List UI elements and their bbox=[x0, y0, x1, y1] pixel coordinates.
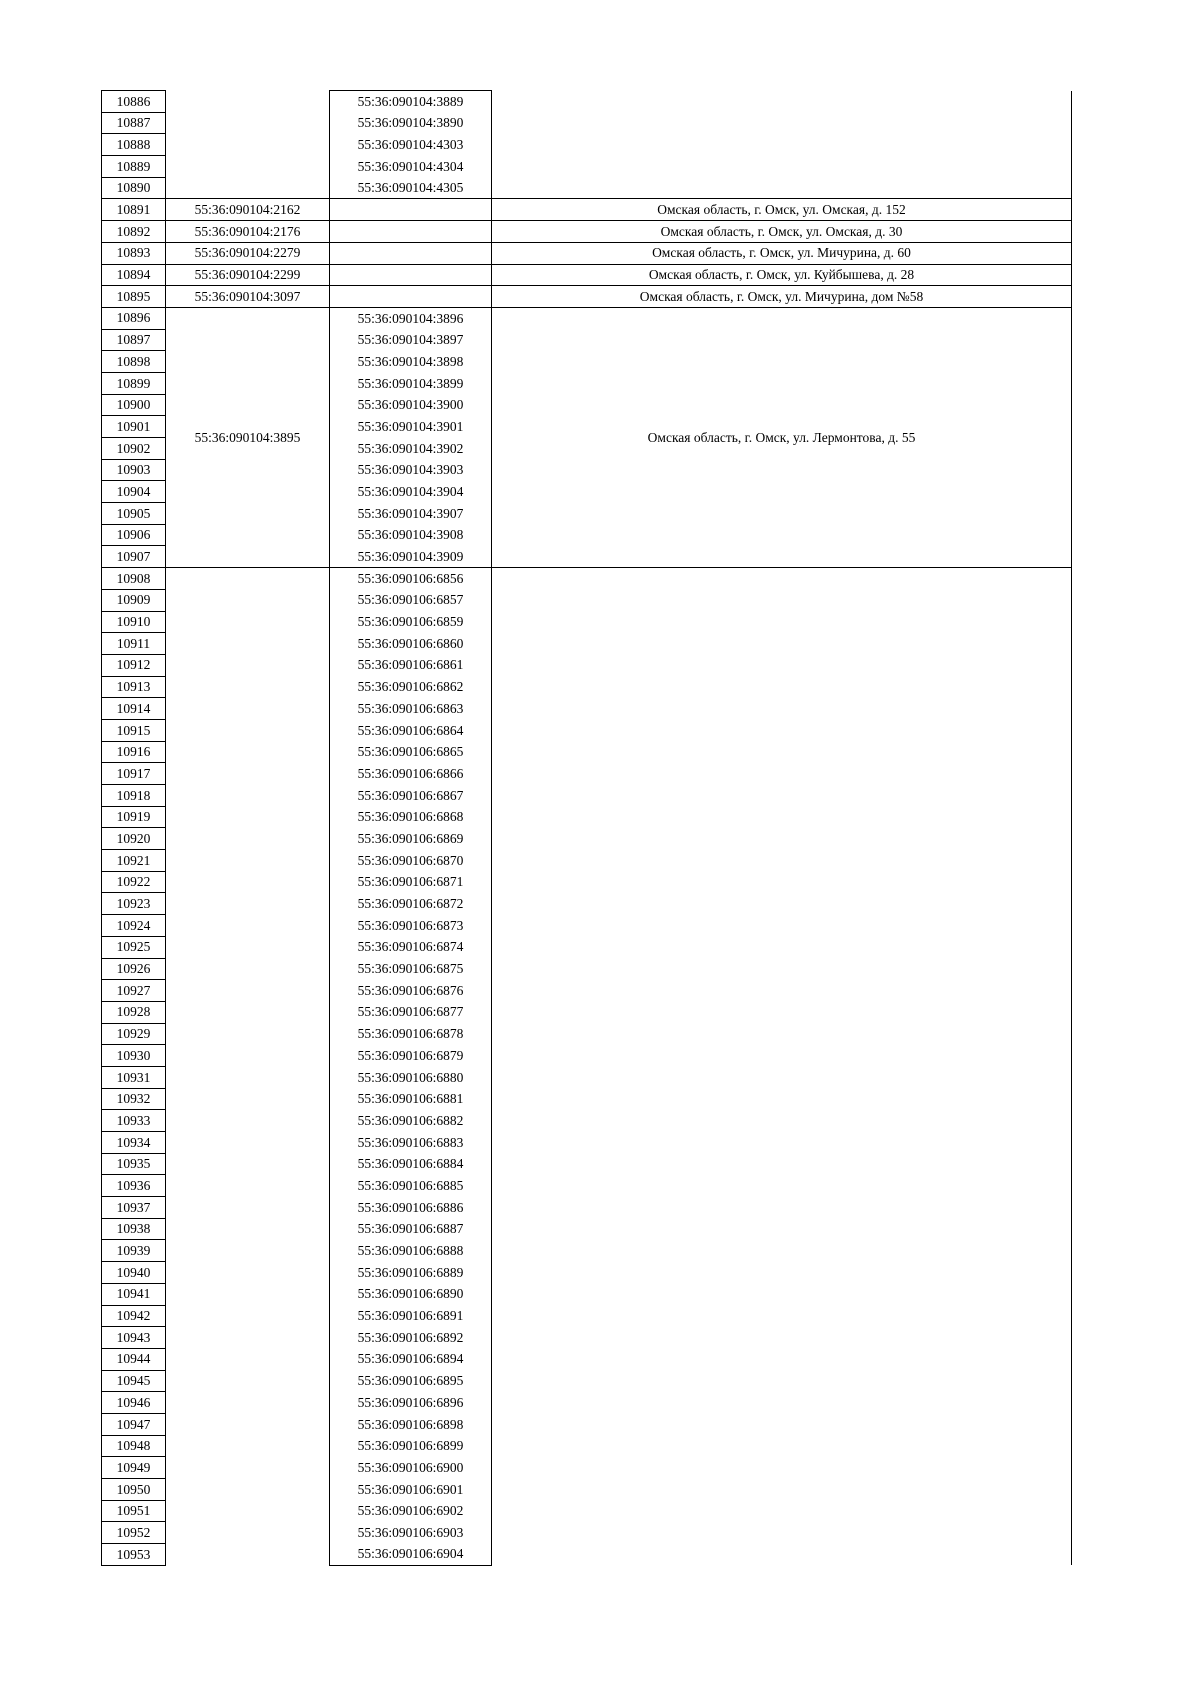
cadastral-number-cell: 55:36:090106:6875 bbox=[330, 958, 492, 980]
address-cell bbox=[492, 568, 1072, 1566]
row-number-cell: 10912 bbox=[102, 654, 166, 676]
cadastral-number-cell: 55:36:090104:3901 bbox=[330, 416, 492, 438]
address-cell bbox=[492, 91, 1072, 199]
registry-table bbox=[101, 90, 1072, 1566]
row-number-cell: 10937 bbox=[102, 1197, 166, 1219]
cadastral-number-cell: 55:36:090106:6861 bbox=[330, 654, 492, 676]
cadastral-number-cell: 55:36:090106:6903 bbox=[330, 1522, 492, 1544]
row-number-cell: 10944 bbox=[102, 1348, 166, 1370]
cadastral-number-cell: 55:36:090106:6881 bbox=[330, 1088, 492, 1110]
row-number-cell: 10914 bbox=[102, 698, 166, 720]
cadastral-number-cell: 55:36:090106:6865 bbox=[330, 741, 492, 763]
row-number-cell: 10943 bbox=[102, 1327, 166, 1349]
row-number-cell: 10936 bbox=[102, 1175, 166, 1197]
cadastral-number-cell: 55:36:090106:6879 bbox=[330, 1045, 492, 1067]
row-number-cell: 10905 bbox=[102, 503, 166, 525]
row-number-cell: 10915 bbox=[102, 719, 166, 741]
cadastral-number-cell: 55:36:090104:4305 bbox=[330, 177, 492, 199]
row-number-cell: 10933 bbox=[102, 1110, 166, 1132]
cadastral-number-cell: 55:36:090106:6868 bbox=[330, 806, 492, 828]
cadastral-number-cell: 55:36:090106:6884 bbox=[330, 1153, 492, 1175]
cadastral-number-cell: 55:36:090106:6871 bbox=[330, 871, 492, 893]
row-number-cell: 10916 bbox=[102, 741, 166, 763]
table-row bbox=[102, 264, 1072, 286]
row-number-cell: 10953 bbox=[102, 1544, 166, 1566]
row-number-cell: 10940 bbox=[102, 1262, 166, 1284]
row-number-cell: 10922 bbox=[102, 871, 166, 893]
cadastral-number-cell: 55:36:090106:6864 bbox=[330, 719, 492, 741]
address-cell: Омская область, г. Омск, ул. Омская, д. 152 bbox=[492, 199, 1072, 221]
row-number-cell: 10952 bbox=[102, 1522, 166, 1544]
row-number-cell: 10887 bbox=[102, 112, 166, 134]
row-number-cell: 10929 bbox=[102, 1023, 166, 1045]
row-number-cell: 10900 bbox=[102, 394, 166, 416]
row-number-cell: 10935 bbox=[102, 1153, 166, 1175]
cadastral-number-cell: 55:36:090106:6895 bbox=[330, 1370, 492, 1392]
cadastral-number-cell: 55:36:090104:3909 bbox=[330, 546, 492, 568]
table-row bbox=[102, 91, 1072, 113]
cadastral-number-cell: 55:36:090106:6891 bbox=[330, 1305, 492, 1327]
cadastral-number-cell: 55:36:090106:6867 bbox=[330, 785, 492, 807]
cadastral-number-cell: 55:36:090106:6857 bbox=[330, 589, 492, 611]
cadastral-number-cell: 55:36:090106:6874 bbox=[330, 936, 492, 958]
row-number-cell: 10907 bbox=[102, 546, 166, 568]
row-number-cell: 10902 bbox=[102, 438, 166, 460]
address-cell: Омская область, г. Омск, ул. Омская, д. 30 bbox=[492, 221, 1072, 243]
cadastral-number-cell: 55:36:090106:6892 bbox=[330, 1327, 492, 1349]
cadastral-number-cell: 55:36:090106:6866 bbox=[330, 763, 492, 785]
cadastral-number-cell: 55:36:090106:6883 bbox=[330, 1132, 492, 1154]
cadastral-number-cell: 55:36:090106:6860 bbox=[330, 633, 492, 655]
row-number-cell: 10941 bbox=[102, 1283, 166, 1305]
row-number-cell: 10896 bbox=[102, 307, 166, 329]
cadastral-number-cell: 55:36:090106:6878 bbox=[330, 1023, 492, 1045]
parent-cadastral-number-cell bbox=[166, 91, 330, 199]
cadastral-number-cell: 55:36:090106:6899 bbox=[330, 1435, 492, 1457]
table-row bbox=[102, 199, 1072, 221]
row-number-cell: 10892 bbox=[102, 221, 166, 243]
row-number-cell: 10949 bbox=[102, 1457, 166, 1479]
cadastral-number-cell: 55:36:090106:6863 bbox=[330, 698, 492, 720]
row-number-cell: 10888 bbox=[102, 134, 166, 156]
cadastral-number-cell: 55:36:090106:6870 bbox=[330, 850, 492, 872]
row-number-cell: 10945 bbox=[102, 1370, 166, 1392]
row-number-cell: 10938 bbox=[102, 1218, 166, 1240]
parent-cadastral-number-cell: 55:36:090104:2176 bbox=[166, 221, 330, 243]
table-row bbox=[102, 242, 1072, 264]
row-number-cell: 10903 bbox=[102, 459, 166, 481]
parent-cadastral-number-cell: 55:36:090104:2162 bbox=[166, 199, 330, 221]
parent-cadastral-number-cell: 55:36:090104:3097 bbox=[166, 286, 330, 308]
table-row bbox=[102, 307, 1072, 329]
cadastral-number-cell: 55:36:090106:6859 bbox=[330, 611, 492, 633]
row-number-cell: 10908 bbox=[102, 568, 166, 590]
row-number-cell: 10899 bbox=[102, 372, 166, 394]
cadastral-number-cell: 55:36:090106:6898 bbox=[330, 1413, 492, 1435]
cadastral-number-cell: 55:36:090106:6896 bbox=[330, 1392, 492, 1414]
registry-table-body bbox=[102, 91, 1072, 1566]
cadastral-number-cell: 55:36:090104:3890 bbox=[330, 112, 492, 134]
row-number-cell: 10891 bbox=[102, 199, 166, 221]
row-number-cell: 10906 bbox=[102, 524, 166, 546]
cadastral-number-cell: 55:36:090106:6902 bbox=[330, 1500, 492, 1522]
table-row bbox=[102, 568, 1072, 590]
cadastral-number-cell: 55:36:090104:3900 bbox=[330, 394, 492, 416]
address-cell: Омская область, г. Омск, ул. Куйбышева, д. 28 bbox=[492, 264, 1072, 286]
row-number-cell: 10910 bbox=[102, 611, 166, 633]
row-number-cell: 10931 bbox=[102, 1066, 166, 1088]
row-number-cell: 10895 bbox=[102, 286, 166, 308]
cadastral-number-cell bbox=[330, 221, 492, 243]
cadastral-number-cell: 55:36:090106:6888 bbox=[330, 1240, 492, 1262]
row-number-cell: 10925 bbox=[102, 936, 166, 958]
row-number-cell: 10901 bbox=[102, 416, 166, 438]
cadastral-number-cell: 55:36:090104:3896 bbox=[330, 307, 492, 329]
row-number-cell: 10942 bbox=[102, 1305, 166, 1327]
cadastral-number-cell: 55:36:090104:3899 bbox=[330, 372, 492, 394]
row-number-cell: 10909 bbox=[102, 589, 166, 611]
cadastral-number-cell: 55:36:090104:4303 bbox=[330, 134, 492, 156]
row-number-cell: 10897 bbox=[102, 329, 166, 351]
row-number-cell: 10889 bbox=[102, 156, 166, 178]
cadastral-number-cell: 55:36:090106:6877 bbox=[330, 1001, 492, 1023]
cadastral-number-cell: 55:36:090106:6894 bbox=[330, 1348, 492, 1370]
cadastral-number-cell: 55:36:090106:6869 bbox=[330, 828, 492, 850]
row-number-cell: 10918 bbox=[102, 785, 166, 807]
cadastral-number-cell bbox=[330, 264, 492, 286]
cadastral-number-cell: 55:36:090106:6882 bbox=[330, 1110, 492, 1132]
cadastral-number-cell: 55:36:090104:3907 bbox=[330, 503, 492, 525]
address-cell: Омская область, г. Омск, ул. Лермонтова, д. 55 bbox=[492, 307, 1072, 567]
row-number-cell: 10924 bbox=[102, 915, 166, 937]
cadastral-number-cell: 55:36:090104:3897 bbox=[330, 329, 492, 351]
cadastral-number-cell: 55:36:090106:6876 bbox=[330, 980, 492, 1002]
address-cell: Омская область, г. Омск, ул. Мичурина, дом №58 bbox=[492, 286, 1072, 308]
row-number-cell: 10947 bbox=[102, 1413, 166, 1435]
cadastral-number-cell: 55:36:090106:6900 bbox=[330, 1457, 492, 1479]
address-cell: Омская область, г. Омск, ул. Мичурина, д. 60 bbox=[492, 242, 1072, 264]
cadastral-number-cell: 55:36:090104:3904 bbox=[330, 481, 492, 503]
row-number-cell: 10898 bbox=[102, 351, 166, 373]
row-number-cell: 10919 bbox=[102, 806, 166, 828]
cadastral-number-cell: 55:36:090106:6873 bbox=[330, 915, 492, 937]
cadastral-number-cell: 55:36:090104:3903 bbox=[330, 459, 492, 481]
cadastral-number-cell: 55:36:090104:4304 bbox=[330, 156, 492, 178]
cadastral-number-cell: 55:36:090106:6856 bbox=[330, 568, 492, 590]
parent-cadastral-number-cell: 55:36:090104:2299 bbox=[166, 264, 330, 286]
parent-cadastral-number-cell bbox=[166, 568, 330, 1566]
parent-cadastral-number-cell: 55:36:090104:2279 bbox=[166, 242, 330, 264]
cadastral-number-cell: 55:36:090106:6862 bbox=[330, 676, 492, 698]
cadastral-number-cell: 55:36:090106:6872 bbox=[330, 893, 492, 915]
cadastral-number-cell bbox=[330, 199, 492, 221]
cadastral-number-cell: 55:36:090104:3902 bbox=[330, 438, 492, 460]
cadastral-number-cell: 55:36:090104:3898 bbox=[330, 351, 492, 373]
row-number-cell: 10950 bbox=[102, 1479, 166, 1501]
row-number-cell: 10890 bbox=[102, 177, 166, 199]
row-number-cell: 10932 bbox=[102, 1088, 166, 1110]
row-number-cell: 10913 bbox=[102, 676, 166, 698]
cadastral-number-cell: 55:36:090106:6886 bbox=[330, 1197, 492, 1219]
row-number-cell: 10946 bbox=[102, 1392, 166, 1414]
table-row bbox=[102, 286, 1072, 308]
row-number-cell: 10928 bbox=[102, 1001, 166, 1023]
row-number-cell: 10886 bbox=[102, 91, 166, 113]
cadastral-number-cell: 55:36:090106:6890 bbox=[330, 1283, 492, 1305]
cadastral-number-cell: 55:36:090106:6904 bbox=[330, 1544, 492, 1566]
cadastral-number-cell bbox=[330, 286, 492, 308]
row-number-cell: 10926 bbox=[102, 958, 166, 980]
row-number-cell: 10930 bbox=[102, 1045, 166, 1067]
row-number-cell: 10927 bbox=[102, 980, 166, 1002]
parent-cadastral-number-cell: 55:36:090104:3895 bbox=[166, 307, 330, 567]
row-number-cell: 10894 bbox=[102, 264, 166, 286]
cadastral-number-cell: 55:36:090106:6901 bbox=[330, 1479, 492, 1501]
row-number-cell: 10911 bbox=[102, 633, 166, 655]
row-number-cell: 10939 bbox=[102, 1240, 166, 1262]
cadastral-number-cell: 55:36:090106:6889 bbox=[330, 1262, 492, 1284]
cadastral-number-cell bbox=[330, 242, 492, 264]
row-number-cell: 10923 bbox=[102, 893, 166, 915]
row-number-cell: 10948 bbox=[102, 1435, 166, 1457]
row-number-cell: 10917 bbox=[102, 763, 166, 785]
row-number-cell: 10951 bbox=[102, 1500, 166, 1522]
row-number-cell: 10904 bbox=[102, 481, 166, 503]
table-row bbox=[102, 221, 1072, 243]
row-number-cell: 10920 bbox=[102, 828, 166, 850]
cadastral-number-cell: 55:36:090106:6880 bbox=[330, 1066, 492, 1088]
cadastral-number-cell: 55:36:090104:3908 bbox=[330, 524, 492, 546]
row-number-cell: 10893 bbox=[102, 242, 166, 264]
cadastral-number-cell: 55:36:090104:3889 bbox=[330, 91, 492, 113]
cadastral-number-cell: 55:36:090106:6887 bbox=[330, 1218, 492, 1240]
cadastral-number-cell: 55:36:090106:6885 bbox=[330, 1175, 492, 1197]
row-number-cell: 10921 bbox=[102, 850, 166, 872]
row-number-cell: 10934 bbox=[102, 1132, 166, 1154]
